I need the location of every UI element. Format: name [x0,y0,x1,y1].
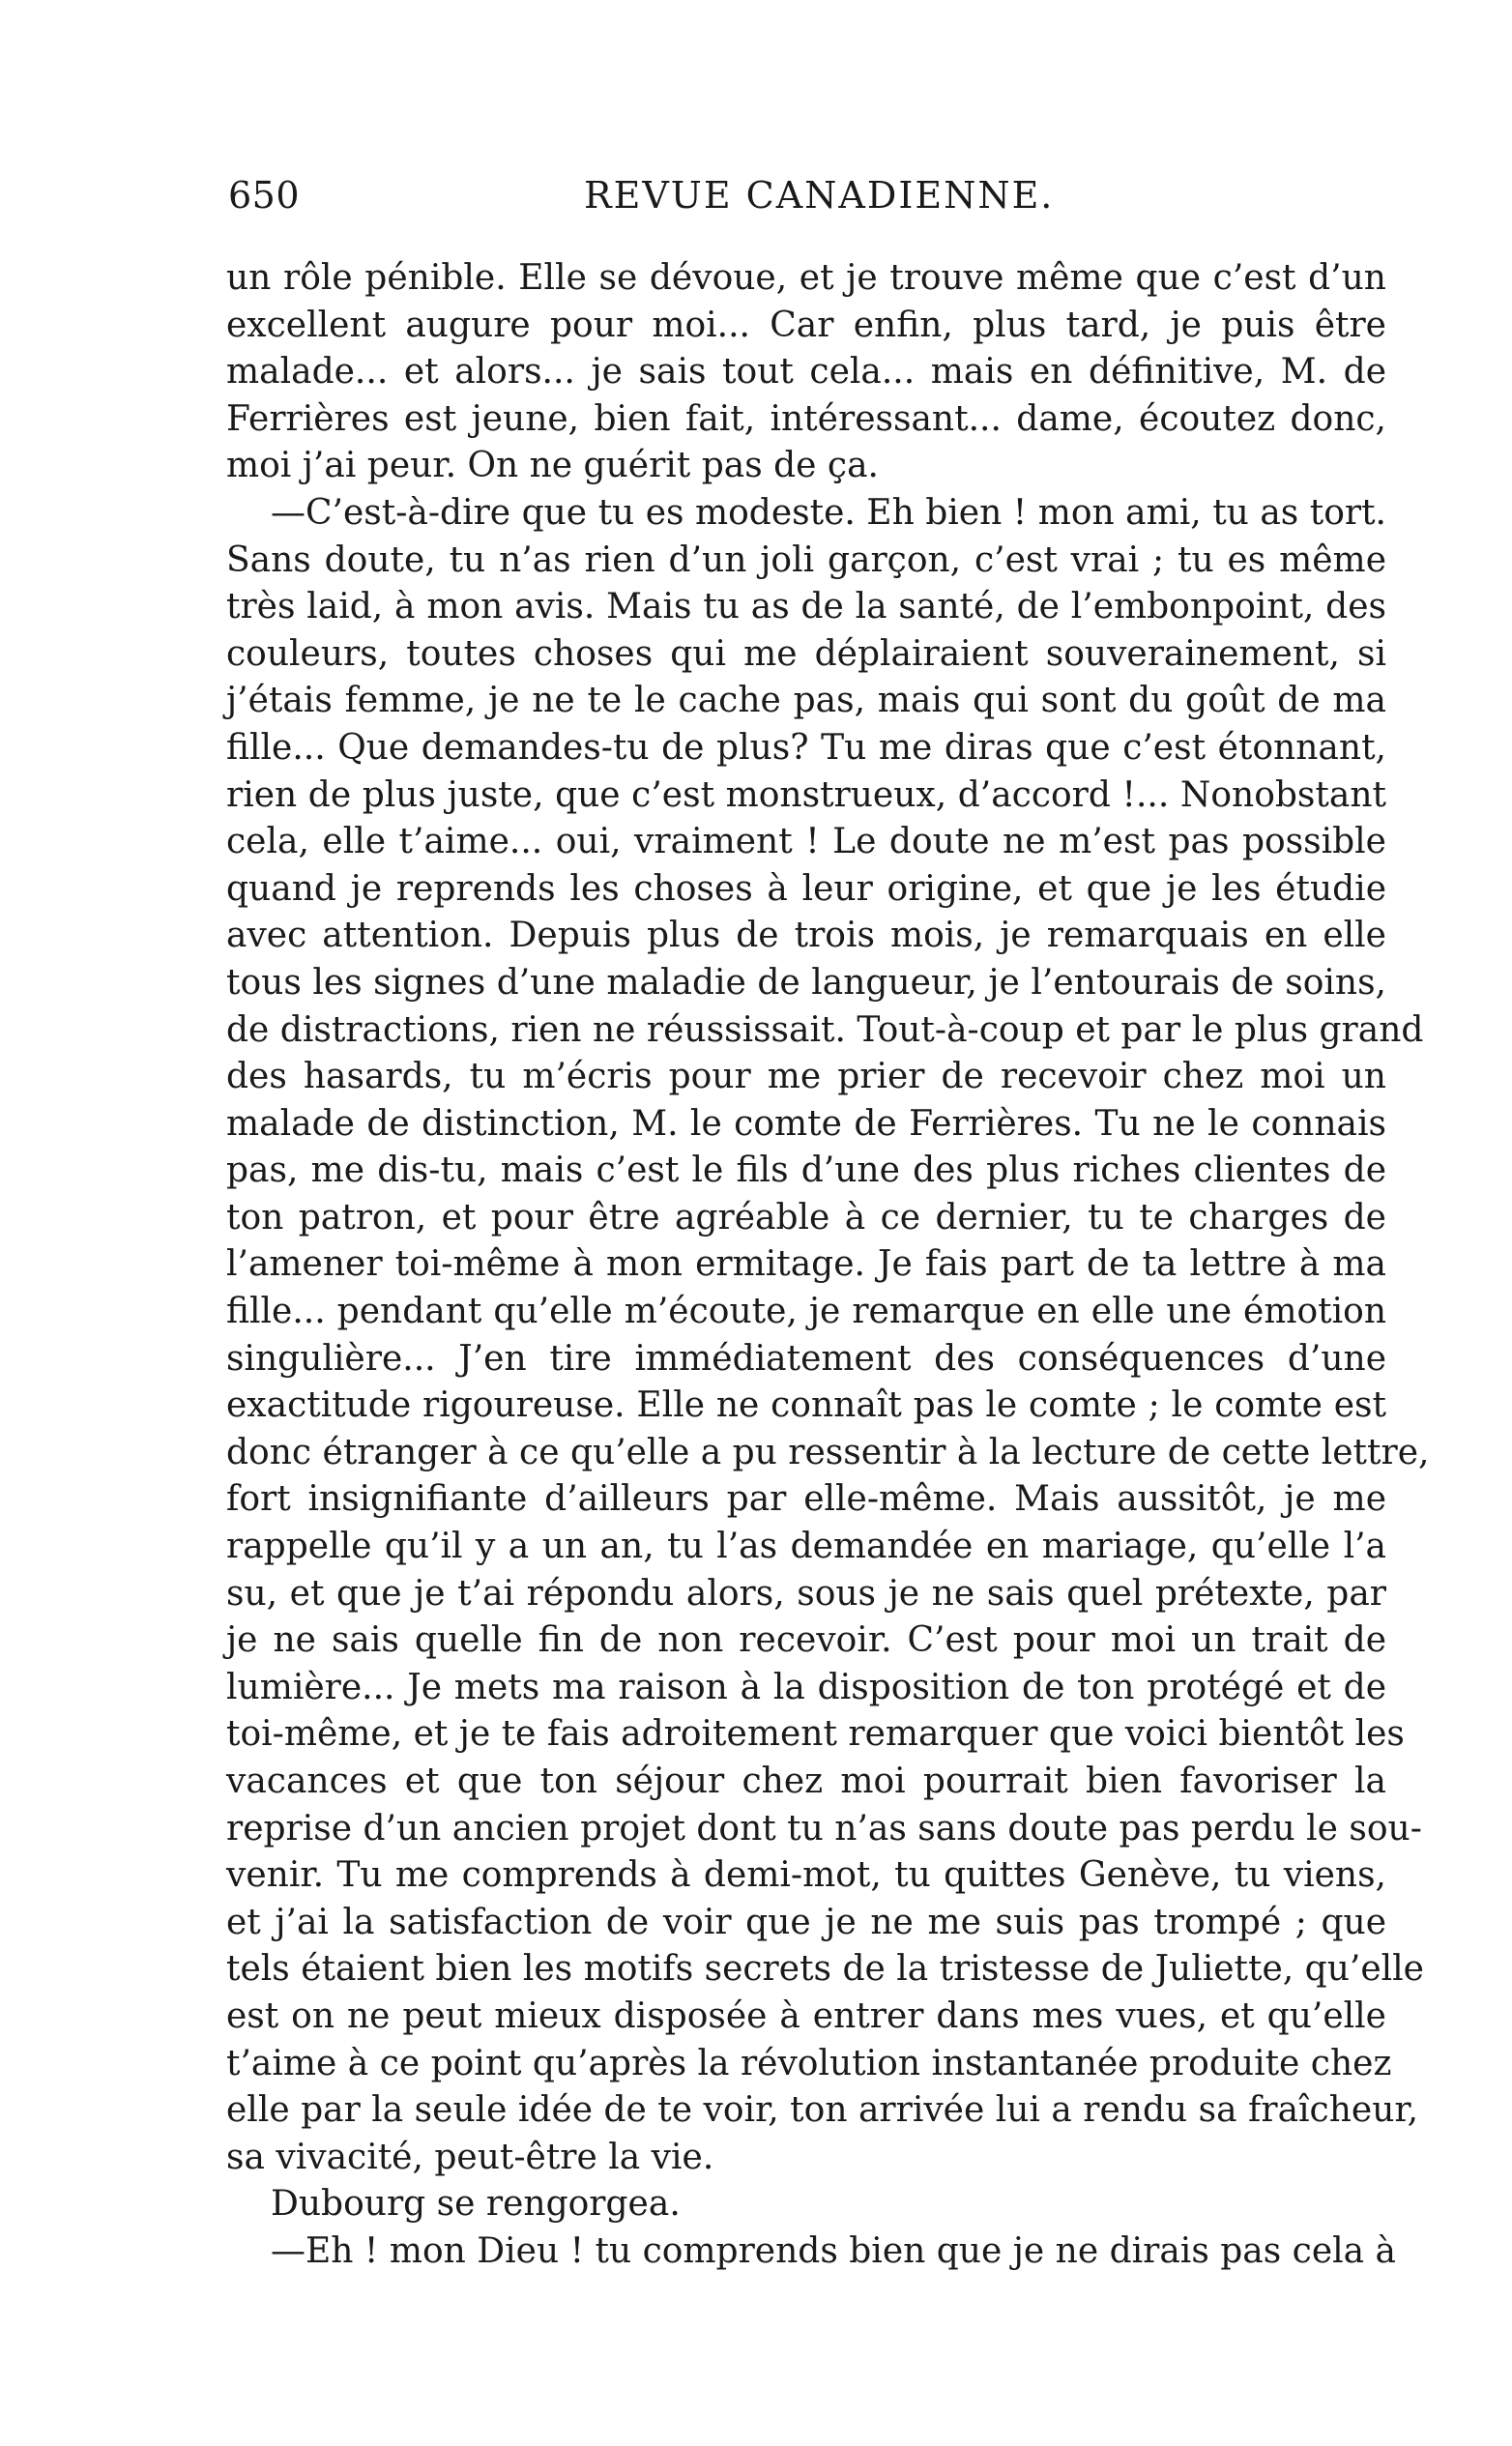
text-line-32: toi-même, et je te fais adroitement remarquer que voici bientôt les [226,1714,1405,1755]
text-line-42: Dubourg se rengorgea. [271,2184,681,2225]
text-line-14: quand je reprends les choses à leur origine, et que je les étudie [226,868,1386,909]
text-line-07: Sans doute, tu n’as rien d’un joli garçon, c’est vrai ; tu es même [226,539,1386,580]
text-line-25: exactitude rigoureuse. Elle ne connaît pas le comte ; le comte est [226,1385,1386,1426]
text-line-28: rappelle qu’il y a un an, tu l’as demandée en mariage, qu’elle l’a [226,1527,1386,1567]
text-line-36: et j’ai la satisfaction de voir que je ne me suis pas trompé ; que [226,1902,1386,1942]
text-line-26: donc étranger à ce qu’elle a pu ressentir à la lecture de cette lettre, [226,1432,1430,1472]
text-line-33: vacances et que ton séjour chez moi pourrait bien favoriser la [226,1762,1386,1801]
page-number: 650 [228,174,301,217]
text-line-27: fort insignifiante d’ailleurs par elle-même. Mais aussitôt, je me [226,1479,1386,1520]
text-line-41: sa vivacité, peut-être la vie. [226,2137,714,2177]
text-line-20: pas, me dis-tu, mais c’est le fils d’une des plus riches clientes de [226,1150,1386,1191]
text-line-11: fille... Que demandes-tu de plus? Tu me diras que c’est étonnant, [226,727,1386,768]
text-line-06: —C’est-à-dire que tu es modeste. Eh bien ! mon ami, tu as tort. [271,492,1386,533]
text-line-01: un rôle pénible. Elle se dévoue, et je trouve même que c’est d’un [226,258,1386,298]
text-line-31: lumière... Je mets ma raison à la disposition de ton protégé et de [226,1667,1386,1707]
text-line-24: singulière... J’en tire immédiatement des conséquences d’une [226,1338,1386,1379]
text-line-19: malade de distinction, M. le comte de Ferrières. Tu ne le connais [226,1103,1386,1144]
text-line-02: excellent augure pour moi... Car enfin, plus tard, je puis être [226,305,1386,345]
text-line-12: rien de plus juste, que c’est monstrueux, d’accord !... Nonobstant [226,774,1386,815]
text-line-30: je ne sais quelle fin de non recevoir. C’est pour moi un trait de [226,1620,1386,1661]
text-line-21: ton patron, et pour être agréable à ce dernier, tu te charges de [226,1197,1386,1238]
text-line-03: malade... et alors... je sais tout cela... mais en définitive, M. de [226,352,1386,393]
text-line-17: de distractions, rien ne réussissait. Tout-à-coup et par le plus grand [226,1009,1424,1050]
text-line-35: venir. Tu me comprends à demi-mot, tu quittes Genève, tu viens, [226,1855,1386,1896]
text-line-37: tels étaient bien les motifs secrets de la tristesse de Juliette, qu’elle [226,1949,1424,1990]
running-head [228,174,1388,222]
text-line-05: moi j’ai peur. On ne guérit pas de ça. [226,446,879,486]
text-line-13: cela, elle t’aime... oui, vraiment ! Le doute ne m’est pas possible [226,822,1386,862]
text-line-38: est on ne peut mieux disposée à entrer dans mes vues, et qu’elle [226,1995,1386,2036]
text-line-16: tous les signes d’une maladie de langueur, je l’entourais de soins, [226,962,1386,1003]
text-line-09: couleurs, toutes choses qui me déplairaient souverainement, si [226,633,1386,674]
text-line-04: Ferrières est jeune, bien fait, intéressant... dame, écoutez donc, [226,398,1386,439]
text-line-15: avec attention. Depuis plus de trois mois, je remarquais en elle [226,916,1386,956]
journal-title: REVUE CANADIENNE. [584,174,1055,217]
text-line-39: t’aime à ce point qu’après la révolution instantanée produite chez [226,2043,1392,2083]
text-line-29: su, et que je t’ai répondu alors, sous je ne sais quel prétexte, par [226,1573,1386,1614]
text-line-08: très laid, à mon avis. Mais tu as de la santé, de l’embonpoint, des [226,587,1386,627]
text-line-22: l’amener toi-même à mon ermitage. Je fais part de ta lettre à ma [226,1244,1386,1285]
text-line-43: —Eh ! mon Dieu ! tu comprends bien que je ne dirais pas cela à [271,2230,1397,2271]
body-text [226,255,1430,2276]
text-line-40: elle par la seule idée de te voir, ton arrivée lui a rendu sa fraîcheur, [226,2090,1419,2131]
text-line-10: j’étais femme, je ne te le cache pas, mais qui sont du goût de ma [226,681,1386,721]
text-line-18: des hasards, tu m’écris pour me prier de recevoir chez moi un [226,1057,1386,1097]
text-line-23: fille... pendant qu’elle m’écoute, je remarque en elle une émotion [226,1292,1386,1332]
text-line-34: reprise d’un ancien projet dont tu n’as sans doute pas perdu le sou- [226,1808,1422,1849]
